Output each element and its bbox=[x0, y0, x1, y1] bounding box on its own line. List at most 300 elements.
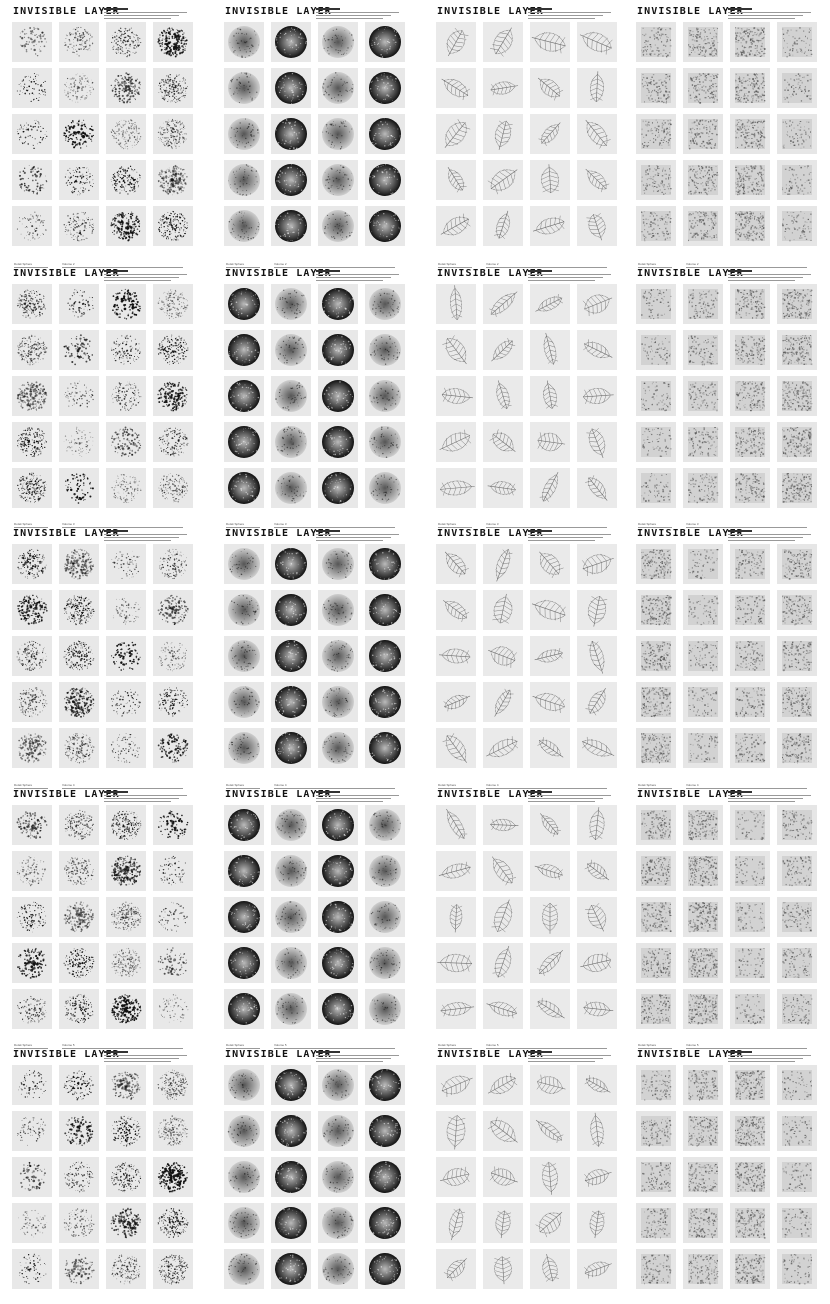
texture-preview-graphic bbox=[224, 114, 264, 154]
texture-preview-graphic bbox=[271, 1065, 311, 1105]
texture-preview-graphic bbox=[577, 636, 617, 676]
texture-square bbox=[641, 27, 672, 57]
poster-title: INVISIBLE LAYER bbox=[225, 789, 332, 800]
texture-preview-graphic bbox=[59, 468, 99, 508]
description-heading bbox=[104, 530, 128, 532]
texture-preview-graphic bbox=[483, 376, 523, 416]
texture-preview-graphic bbox=[365, 728, 405, 768]
description-heading bbox=[104, 8, 128, 10]
texture-preview-icon bbox=[730, 68, 770, 108]
texture-preview-icon bbox=[483, 851, 523, 891]
texture-preview-graphic bbox=[530, 422, 570, 462]
texture-preview-icon bbox=[577, 590, 617, 630]
texture-square bbox=[782, 1254, 812, 1285]
description-line bbox=[316, 801, 383, 802]
texture-preview-graphic bbox=[436, 590, 476, 630]
texture-preview-graphic bbox=[153, 989, 193, 1029]
texture-preview-graphic bbox=[777, 897, 817, 937]
texture-preview-icon bbox=[12, 682, 52, 722]
texture-square bbox=[641, 73, 671, 104]
texture-preview-icon bbox=[636, 1111, 676, 1151]
texture-preview-graphic bbox=[153, 682, 193, 722]
texture-preview-graphic bbox=[683, 1157, 723, 1197]
texture-preview-icon bbox=[318, 376, 358, 416]
texture-preview-graphic bbox=[777, 544, 817, 584]
texture-square bbox=[641, 948, 671, 978]
texture-preview-icon bbox=[59, 1157, 99, 1197]
sphere-shape bbox=[228, 72, 260, 104]
texture-preview-graphic bbox=[483, 422, 523, 462]
sphere-shape bbox=[228, 993, 260, 1025]
texture-preview-graphic bbox=[636, 114, 676, 154]
texture-preview-graphic bbox=[153, 728, 193, 768]
texture-preview-graphic bbox=[224, 1249, 264, 1289]
leaf-shape bbox=[589, 1112, 605, 1147]
texture-square bbox=[641, 211, 672, 241]
texture-preview-graphic bbox=[224, 284, 264, 324]
texture-preview-icon bbox=[483, 330, 523, 370]
texture-preview-icon bbox=[483, 1249, 523, 1289]
texture-preview-icon bbox=[365, 68, 405, 108]
texture-square bbox=[735, 1116, 765, 1146]
texture-square bbox=[735, 211, 765, 241]
texture-preview-icon bbox=[153, 544, 193, 584]
texture-preview-graphic bbox=[365, 805, 405, 845]
texture-square bbox=[641, 427, 672, 457]
texture-preview-icon bbox=[636, 22, 676, 62]
tile-grid bbox=[636, 544, 821, 764]
texture-preview-graphic bbox=[12, 468, 52, 508]
texture-preview-icon bbox=[153, 330, 193, 370]
leaf-shape bbox=[487, 337, 516, 366]
poster-series-label: Dotsk Sphere bbox=[638, 1044, 656, 1047]
texture-preview-icon bbox=[577, 1203, 617, 1243]
leaf-shape bbox=[489, 1165, 521, 1189]
texture-preview-icon bbox=[436, 989, 476, 1029]
sphere-shape bbox=[228, 947, 260, 979]
tile-grid bbox=[224, 1065, 409, 1285]
texture-preview-icon bbox=[365, 376, 405, 416]
texture-preview-icon bbox=[59, 943, 99, 983]
sphere-dots bbox=[17, 856, 46, 886]
description-line bbox=[728, 795, 811, 796]
sphere-shape bbox=[228, 732, 260, 764]
texture-preview-graphic bbox=[577, 68, 617, 108]
texture-preview-icon bbox=[777, 376, 817, 416]
texture-preview-graphic bbox=[777, 728, 817, 768]
texture-square bbox=[641, 687, 671, 717]
texture-preview-icon bbox=[730, 160, 770, 200]
texture-preview-icon bbox=[59, 422, 99, 462]
tile-grid bbox=[224, 284, 409, 504]
texture-preview-graphic bbox=[106, 851, 146, 891]
texture-preview-graphic bbox=[436, 897, 476, 937]
texture-preview-icon bbox=[365, 989, 405, 1029]
texture-square bbox=[688, 733, 718, 763]
texture-preview-graphic bbox=[636, 1157, 676, 1197]
texture-preview-graphic bbox=[12, 68, 52, 108]
poster-volume-label: Volume 4 bbox=[686, 784, 699, 787]
texture-preview-icon bbox=[530, 805, 570, 845]
texture-preview-graphic bbox=[59, 1249, 99, 1289]
texture-square bbox=[735, 687, 765, 717]
texture-preview-graphic bbox=[577, 590, 617, 630]
texture-preview-icon bbox=[436, 114, 476, 154]
poster-series-label: Dotsk Sphere bbox=[438, 523, 456, 526]
sphere-shape bbox=[228, 26, 260, 58]
sphere-dots bbox=[158, 902, 187, 932]
texture-preview-icon bbox=[577, 68, 617, 108]
sphere-shape bbox=[369, 1069, 401, 1101]
sphere-dots bbox=[17, 73, 46, 102]
texture-preview-graphic bbox=[777, 330, 817, 370]
texture-preview-icon bbox=[365, 114, 405, 154]
tile-grid bbox=[636, 284, 821, 504]
texture-preview-graphic bbox=[730, 330, 770, 370]
sphere-dots bbox=[65, 994, 94, 1023]
texture-preview-graphic bbox=[436, 468, 476, 508]
texture-preview-icon bbox=[483, 284, 523, 324]
texture-preview-icon bbox=[106, 114, 146, 154]
texture-square bbox=[641, 810, 671, 840]
texture-preview-graphic bbox=[777, 1249, 817, 1289]
sphere-shape bbox=[322, 640, 354, 672]
texture-preview-graphic bbox=[777, 468, 817, 508]
description-heading bbox=[728, 270, 752, 272]
texture-preview-icon bbox=[318, 682, 358, 722]
sphere-dots bbox=[111, 72, 141, 103]
texture-preview-icon bbox=[153, 943, 193, 983]
sphere-dots bbox=[158, 335, 189, 365]
texture-preview-icon bbox=[153, 1065, 193, 1105]
description-line bbox=[728, 1058, 803, 1059]
sphere-shape bbox=[369, 164, 401, 196]
poster-description-block bbox=[728, 8, 811, 22]
texture-preview-graphic bbox=[59, 805, 99, 845]
sphere-dots bbox=[158, 74, 187, 103]
sphere-shape bbox=[275, 426, 307, 458]
sphere-shape bbox=[228, 548, 260, 580]
texture-square bbox=[688, 549, 718, 579]
texture-preview-graphic bbox=[106, 114, 146, 154]
texture-preview-graphic bbox=[730, 728, 770, 768]
leaf-shape bbox=[490, 897, 517, 934]
texture-preview-graphic bbox=[224, 636, 264, 676]
texture-preview-graphic bbox=[106, 330, 146, 370]
texture-preview-graphic bbox=[59, 897, 99, 937]
texture-square bbox=[735, 1254, 765, 1284]
texture-preview-graphic bbox=[59, 1065, 99, 1105]
texture-preview-icon bbox=[12, 728, 52, 768]
texture-preview-icon bbox=[530, 851, 570, 891]
texture-preview-graphic bbox=[12, 1249, 52, 1289]
texture-preview-icon bbox=[12, 206, 52, 246]
sphere-shape bbox=[322, 809, 354, 841]
texture-preview-icon bbox=[106, 805, 146, 845]
texture-preview-graphic bbox=[365, 422, 405, 462]
texture-preview-icon bbox=[365, 22, 405, 62]
leaf-shape bbox=[533, 73, 564, 102]
tile-grid bbox=[12, 1065, 197, 1285]
texture-square bbox=[782, 289, 812, 319]
texture-preview-icon bbox=[683, 636, 723, 676]
sphere-shape bbox=[322, 901, 354, 933]
texture-preview-icon bbox=[530, 206, 570, 246]
texture-preview-icon bbox=[436, 805, 476, 845]
texture-preview-icon bbox=[224, 590, 264, 630]
texture-preview-graphic bbox=[153, 544, 193, 584]
leaf-shape bbox=[584, 1074, 613, 1097]
sphere-dots bbox=[111, 1162, 141, 1192]
texture-preview-icon bbox=[730, 989, 770, 1029]
texture-preview-icon bbox=[153, 1203, 193, 1243]
texture-preview-icon bbox=[436, 636, 476, 676]
sphere-dots bbox=[113, 598, 141, 624]
texture-preview-icon bbox=[777, 943, 817, 983]
texture-preview-graphic bbox=[318, 943, 358, 983]
texture-preview-icon bbox=[577, 114, 617, 154]
texture-preview-icon bbox=[436, 376, 476, 416]
sphere-dots bbox=[158, 595, 189, 625]
texture-preview-graphic bbox=[683, 636, 723, 676]
texture-preview-graphic bbox=[12, 590, 52, 630]
texture-preview-icon bbox=[530, 22, 570, 62]
description-line bbox=[528, 798, 603, 799]
leaf-shape bbox=[542, 903, 557, 933]
description-heading bbox=[104, 791, 128, 793]
poster-dot-spheres-b bbox=[212, 1043, 409, 1293]
sphere-dots bbox=[20, 1162, 46, 1191]
description-line bbox=[728, 798, 803, 799]
poster-title: INVISIBLE LAYER bbox=[437, 1049, 544, 1060]
texture-preview-icon bbox=[730, 682, 770, 722]
sphere-shape bbox=[275, 26, 307, 58]
texture-preview-graphic bbox=[271, 422, 311, 462]
description-line bbox=[728, 534, 811, 535]
texture-preview-icon bbox=[106, 206, 146, 246]
texture-preview-icon bbox=[271, 330, 311, 370]
texture-preview-graphic bbox=[106, 805, 146, 845]
leaf-shape bbox=[493, 379, 512, 411]
texture-preview-icon bbox=[318, 1111, 358, 1151]
texture-preview-graphic bbox=[436, 851, 476, 891]
description-line bbox=[728, 280, 795, 281]
texture-preview-icon bbox=[153, 160, 193, 200]
texture-square bbox=[641, 1254, 671, 1284]
texture-preview-graphic bbox=[224, 590, 264, 630]
texture-preview-graphic bbox=[271, 1203, 311, 1243]
texture-preview-icon bbox=[483, 160, 523, 200]
texture-preview-icon bbox=[577, 636, 617, 676]
sphere-dots bbox=[111, 382, 141, 411]
texture-preview-graphic bbox=[483, 1157, 523, 1197]
leaf-shape bbox=[580, 115, 612, 150]
texture-preview-icon bbox=[106, 897, 146, 937]
tile-grid bbox=[224, 805, 409, 1025]
texture-preview-icon bbox=[730, 206, 770, 246]
texture-preview-graphic bbox=[224, 943, 264, 983]
leaf-shape bbox=[533, 647, 564, 665]
description-line bbox=[728, 277, 803, 278]
texture-preview-icon bbox=[271, 284, 311, 324]
leaf-shape bbox=[584, 474, 612, 505]
texture-preview-icon bbox=[318, 590, 358, 630]
texture-square bbox=[782, 994, 812, 1024]
sphere-shape bbox=[275, 334, 307, 366]
poster-volume-label: Volume 3 bbox=[62, 523, 75, 526]
leaf-shape bbox=[578, 952, 612, 976]
texture-preview-icon bbox=[59, 330, 99, 370]
texture-preview-graphic bbox=[530, 805, 570, 845]
texture-preview-icon bbox=[153, 206, 193, 246]
description-line bbox=[104, 537, 179, 538]
texture-preview-graphic bbox=[318, 544, 358, 584]
poster-description-block bbox=[728, 791, 811, 805]
poster-series-label: Dotsk Sphere bbox=[226, 523, 244, 526]
leaf-shape bbox=[441, 387, 473, 405]
texture-square bbox=[735, 73, 765, 103]
texture-preview-graphic bbox=[12, 805, 52, 845]
texture-square bbox=[641, 473, 671, 503]
texture-preview-graphic bbox=[153, 284, 193, 324]
leaf-shape bbox=[494, 1256, 513, 1285]
texture-preview-icon bbox=[483, 22, 523, 62]
texture-preview-graphic bbox=[683, 468, 723, 508]
texture-preview-graphic bbox=[271, 376, 311, 416]
texture-preview-icon bbox=[59, 544, 99, 584]
texture-preview-icon bbox=[683, 22, 723, 62]
description-heading bbox=[528, 530, 552, 532]
leaf-shape bbox=[440, 547, 470, 579]
texture-square bbox=[688, 119, 718, 149]
texture-preview-icon bbox=[777, 284, 817, 324]
sphere-shape bbox=[322, 1207, 354, 1239]
texture-preview-icon bbox=[365, 851, 405, 891]
sphere-dots bbox=[111, 119, 142, 149]
texture-square bbox=[688, 27, 718, 57]
texture-preview-graphic bbox=[106, 160, 146, 200]
texture-preview-icon bbox=[483, 943, 523, 983]
texture-preview-icon bbox=[153, 682, 193, 722]
texture-preview-graphic bbox=[271, 636, 311, 676]
texture-preview-icon bbox=[12, 1157, 52, 1197]
texture-preview-graphic bbox=[365, 114, 405, 154]
poster-series-label: Dotsk Sphere bbox=[638, 523, 656, 526]
sphere-dots bbox=[18, 1210, 47, 1237]
texture-preview-icon bbox=[683, 590, 723, 630]
texture-preview-icon bbox=[12, 160, 52, 200]
texture-preview-graphic bbox=[436, 1065, 476, 1105]
texture-preview-icon bbox=[224, 851, 264, 891]
sphere-dots bbox=[19, 1254, 46, 1284]
texture-preview-icon bbox=[271, 1203, 311, 1243]
texture-preview-icon bbox=[106, 1065, 146, 1105]
texture-preview-graphic bbox=[636, 206, 676, 246]
description-line bbox=[728, 18, 795, 19]
texture-preview-icon bbox=[636, 1203, 676, 1243]
texture-preview-graphic bbox=[271, 1157, 311, 1197]
texture-preview-graphic bbox=[777, 682, 817, 722]
texture-preview-graphic bbox=[483, 544, 523, 584]
texture-square bbox=[688, 1208, 718, 1238]
texture-preview-icon bbox=[436, 206, 476, 246]
texture-preview-icon bbox=[777, 1203, 817, 1243]
texture-preview-icon bbox=[636, 284, 676, 324]
texture-preview-icon bbox=[683, 544, 723, 584]
texture-preview-icon bbox=[683, 206, 723, 246]
sphere-dots bbox=[17, 120, 47, 149]
texture-preview-icon bbox=[224, 284, 264, 324]
texture-preview-icon bbox=[636, 989, 676, 1029]
texture-preview-graphic bbox=[365, 636, 405, 676]
sphere-shape bbox=[228, 118, 260, 150]
texture-preview-icon bbox=[365, 897, 405, 937]
texture-preview-graphic bbox=[530, 989, 570, 1029]
description-line bbox=[528, 795, 611, 796]
texture-preview-icon bbox=[365, 468, 405, 508]
leaf-shape bbox=[540, 164, 559, 194]
sphere-shape bbox=[275, 947, 307, 979]
description-line bbox=[528, 280, 595, 281]
texture-preview-graphic bbox=[577, 1249, 617, 1289]
texture-preview-graphic bbox=[106, 68, 146, 108]
texture-preview-graphic bbox=[224, 544, 264, 584]
sphere-dots bbox=[20, 27, 47, 56]
texture-preview-graphic bbox=[271, 330, 311, 370]
texture-preview-icon bbox=[683, 1249, 723, 1289]
texture-preview-icon bbox=[224, 1249, 264, 1289]
texture-preview-icon bbox=[271, 636, 311, 676]
texture-preview-graphic bbox=[636, 22, 676, 62]
texture-preview-icon bbox=[271, 851, 311, 891]
texture-preview-graphic bbox=[12, 1157, 52, 1197]
poster-title: INVISIBLE LAYER bbox=[13, 528, 120, 539]
texture-preview-graphic bbox=[436, 284, 476, 324]
texture-preview-icon bbox=[683, 68, 723, 108]
poster-series-label: Dotsk Sphere bbox=[226, 1044, 244, 1047]
sphere-shape bbox=[369, 1253, 401, 1285]
texture-preview-icon bbox=[530, 160, 570, 200]
texture-preview-graphic bbox=[318, 206, 358, 246]
texture-preview-icon bbox=[730, 1111, 770, 1151]
leaf-shape bbox=[537, 119, 564, 147]
texture-preview-graphic bbox=[12, 206, 52, 246]
description-line bbox=[728, 15, 803, 16]
leaf-shape bbox=[445, 1207, 465, 1241]
description-line bbox=[104, 798, 179, 799]
poster-dot-spheres-a bbox=[0, 1043, 197, 1293]
texture-preview-graphic bbox=[106, 1111, 146, 1151]
texture-preview-icon bbox=[436, 330, 476, 370]
sphere-dots bbox=[157, 27, 187, 57]
leaf-shape bbox=[530, 596, 568, 624]
texture-preview-graphic bbox=[483, 897, 523, 937]
description-line bbox=[528, 1055, 611, 1056]
texture-preview-icon bbox=[636, 728, 676, 768]
description-line bbox=[316, 274, 399, 275]
texture-square bbox=[688, 1070, 718, 1101]
texture-preview-graphic bbox=[683, 114, 723, 154]
texture-preview-icon bbox=[153, 68, 193, 108]
texture-preview-graphic bbox=[730, 1065, 770, 1105]
poster-description-block bbox=[316, 1051, 399, 1065]
texture-preview-icon bbox=[365, 805, 405, 845]
texture-preview-graphic bbox=[436, 728, 476, 768]
texture-preview-graphic bbox=[483, 206, 523, 246]
texture-preview-icon bbox=[271, 1157, 311, 1197]
sphere-shape bbox=[228, 380, 260, 412]
texture-preview-icon bbox=[365, 590, 405, 630]
